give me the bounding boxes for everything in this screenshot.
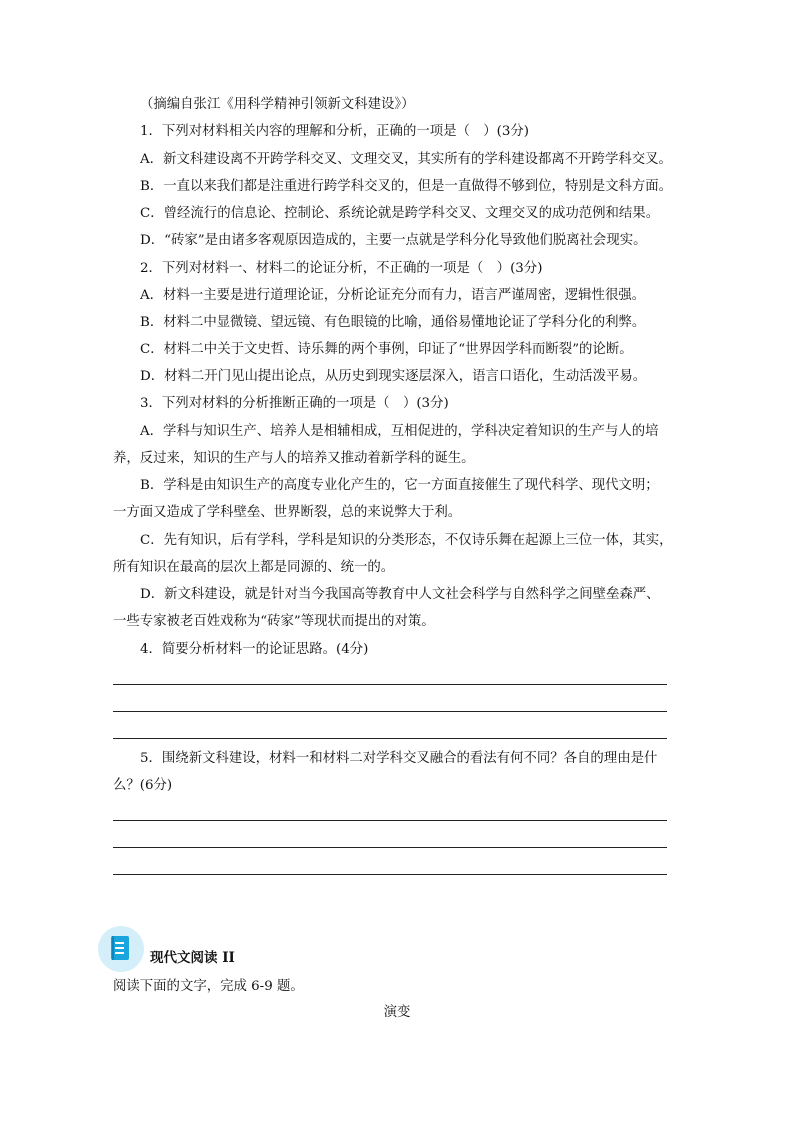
section-header (98, 926, 398, 972)
question-5-stem-line2: 么？(6分) (113, 778, 173, 793)
question-3-option-a-line2: 养，反过来，知识的生产与人的培养又推动着新学科的诞生。 (113, 451, 475, 466)
question-3-option-c-line2: 所有知识在最高的层次上都是同源的、统一的。 (113, 560, 395, 575)
reading-instruction: 阅读下面的文字，完成 6-9 题。 (113, 979, 304, 994)
question-3-option-d-line2: 一些专家被老百姓戏称为“砖家”等现状而提出的对策。 (113, 614, 435, 629)
notebook-icon (98, 926, 144, 972)
answer-line[interactable] (113, 820, 667, 821)
question-3-option-d-line1: D．新文科建设，就是针对当今我国高等教育中人文社会科学与自然科学之间壁垒森严、 (140, 587, 660, 602)
question-2-option-d: D．材料二开门见山提出论点，从历史到现实逐层深入，语言口语化，生动活泼平易。 (140, 369, 647, 384)
question-2-option-a: A．材料一主要是进行道理论证，分析论证充分而有力，语言严谨周密，逻辑性很强。 (140, 288, 646, 303)
question-1-option-d: D．“砖家”是由诸多客观原因造成的，主要一点就是学科分化导致他们脱离社会现实。 (140, 233, 647, 248)
answer-line[interactable] (113, 847, 667, 848)
question-3-stem: 3．下列对材料的分析推断正确的一项是（ ）(3分) (140, 396, 449, 411)
answer-line[interactable] (113, 874, 667, 875)
section-title: 现代文阅读 II (150, 950, 235, 966)
passage-title: 演变 (383, 1005, 411, 1020)
answer-line[interactable] (113, 684, 667, 685)
question-2-option-c: C．材料二中关于文史哲、诗乐舞的两个事例，印证了“世界因学科而断裂”的论断。 (140, 342, 633, 357)
question-2-option-b: B．材料二中显微镜、望远镜、有色眼镜的比喻，通俗易懂地论证了学科分化的利弊。 (140, 315, 646, 330)
question-5-stem-line1: 5．围绕新文科建设，材料一和材料二对学科交叉融合的看法有何不同？各自的理由是什 (140, 751, 658, 766)
question-3-option-b-line2: 一方面又造成了学科壁垒、世界断裂，总的来说弊大于利。 (113, 505, 462, 520)
source-attribution: （摘编自张江《用科学精神引领新文科建设》） (140, 97, 415, 112)
question-1-option-b: B．一直以来我们都是注重进行跨学科交叉的，但是一直做得不够到位，特别是文科方面。 (140, 179, 673, 194)
question-3-option-a-line1: A．学科与知识生产、培养人是相辅相成，互相促进的，学科决定着知识的生产与人的培 (140, 424, 659, 439)
question-4-stem: 4．简要分析材料一的论证思路。(4分) (140, 642, 369, 657)
answer-line[interactable] (113, 711, 667, 712)
answer-line[interactable] (113, 738, 667, 739)
question-2-stem: 2．下列对材料一、材料二的论证分析，不正确的一项是（ ）(3分) (140, 261, 543, 276)
question-3-option-c-line1: C．先有知识，后有学科，学科是知识的分类形态，不仅诗乐舞在起源上三位一体，其实， (140, 533, 673, 548)
question-3-option-b-line1: B．学科是由知识生产的高度专业化产生的，它一方面直接催生了现代科学、现代文明； (140, 478, 659, 493)
question-1-option-c: C．曾经流行的信息论、控制论、系统论就是跨学科交叉、文理交叉的成功范例和结果。 (140, 206, 660, 221)
question-1-stem: 1．下列对材料相关内容的理解和分析，正确的一项是（ ）(3分) (140, 124, 530, 139)
question-1-option-a: A．新文科建设离不开跨学科交叉、文理交叉，其实所有的学科建设都离不开跨学科交叉。 (140, 152, 672, 167)
